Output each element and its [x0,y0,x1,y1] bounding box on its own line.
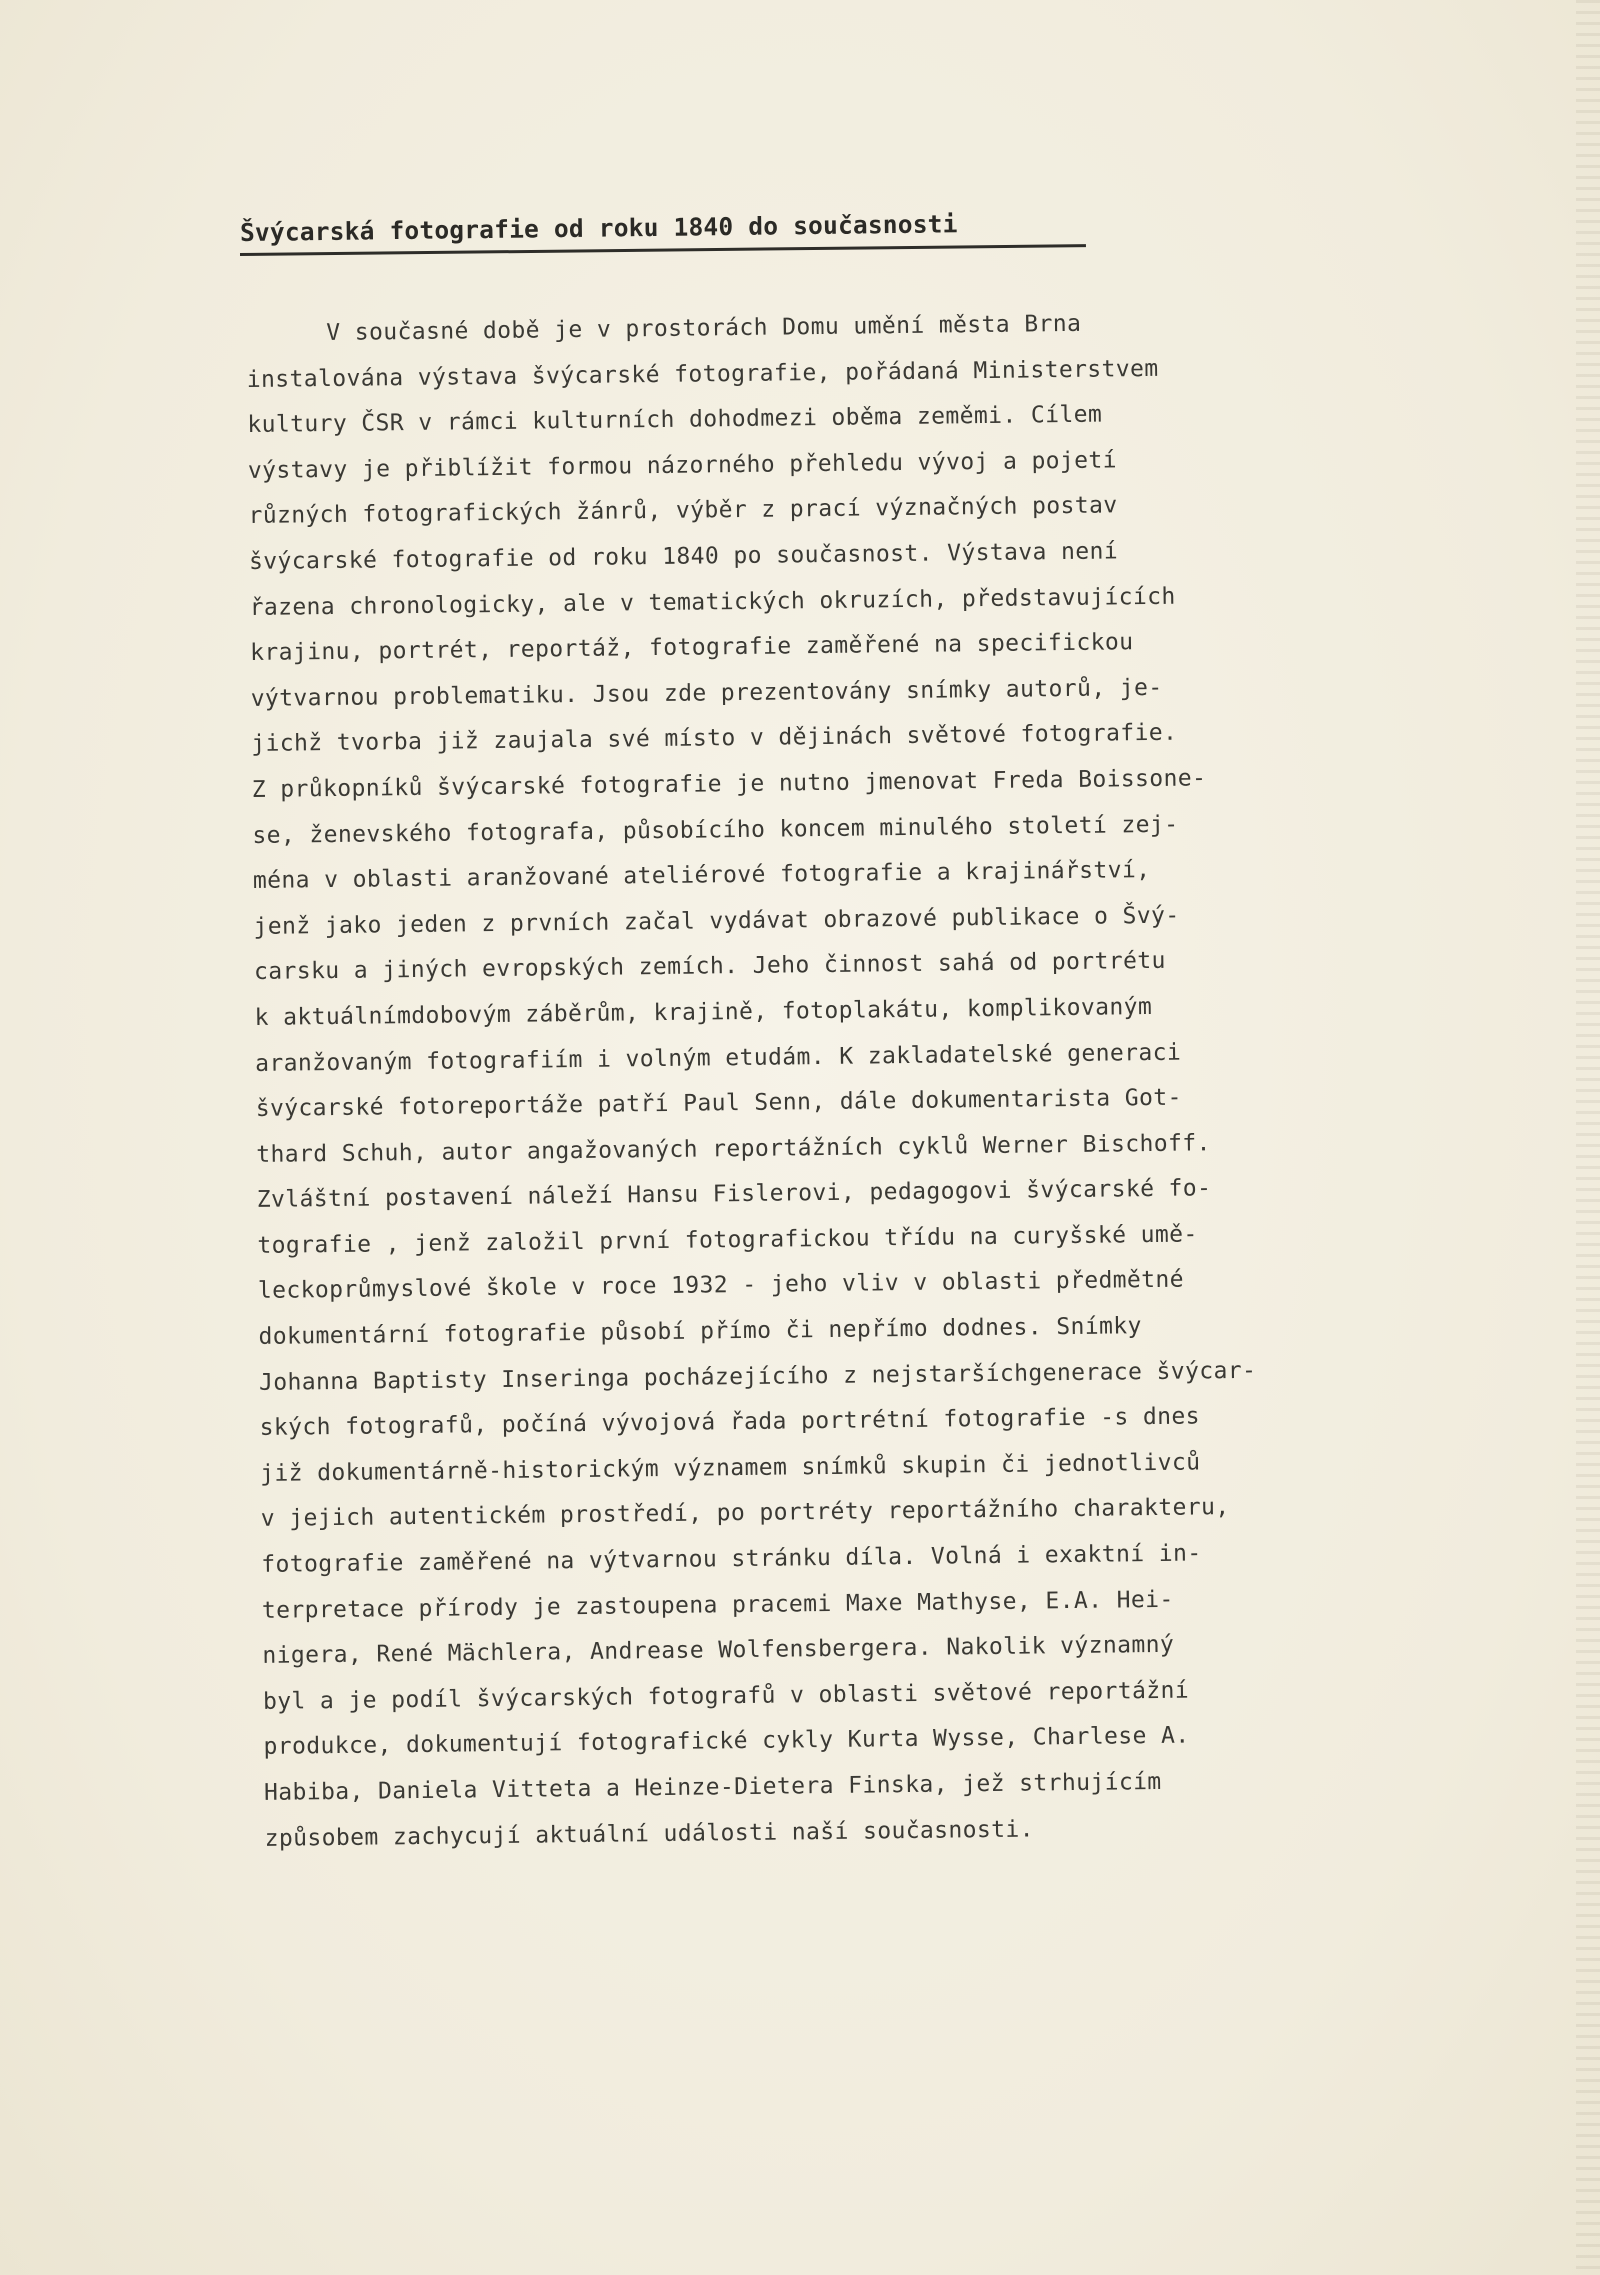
text-line: terpretace přírody je zastoupena pracemi Maxe Mathyse, E.A. Hei- [261,1586,1174,1624]
text-line: carsku a jiných evropských zemích. Jeho činnost sahá od portrétu [253,948,1166,986]
document-body [246,297,1465,1862]
text-line: Zvláštní postavení náleží Hansu Fislerovi, pedagogovi švýcarské fo- [256,1175,1212,1214]
text-line: výtvarnou problematiku. Jsou zde prezentovány snímky autorů, je- [250,674,1163,712]
text-line: nigera, René Mächlera, Andrease Wolfensbergera. Nakolik významný [262,1631,1175,1670]
text-line: švýcarské fotografie od roku 1840 po současnost. Výstava není [248,538,1119,575]
text-line: ména v oblasti aranžované ateliérové fotografie a krajinářství, [252,857,1151,895]
text-line: jenž jako jeden z prvních začal vydávat obrazové publikace o Švý- [253,902,1180,940]
text-line: dokumentární fotografie působí přímo či nepřímo dodnes. Snímky [258,1313,1142,1350]
text-line: V současné době je v prostorách Domu umění města Brna [326,310,1082,347]
text-line: řazena chronologicky, ale v tematických okruzích, představujících [249,583,1176,621]
text-line: švýcarské fotoreportáže patří Paul Senn, dále dokumentarista Got- [255,1084,1182,1123]
text-line: různých fotografických žánrů, výběr z prací význačných postav [248,492,1118,530]
text-line: se, ženevského fotografa, působícího koncem minulého století zej- [252,811,1179,849]
text-line: výstavy je přiblížit formou názorného přehledu vývoj a pojetí [247,447,1118,484]
title-underline [240,244,1086,256]
text-line: ských fotografů, počíná vývojová řada portrétní fotografie -s dnes [259,1403,1201,1442]
paper-edge-marks [1576,0,1600,2275]
text-line: jichž tvorba již zaujala své místo v dějinách světové fotografie. [251,719,1178,758]
text-line: aranžovaným fotografiím i volným etudám. K zakladatelské generaci [255,1039,1182,1077]
text-line: Habiba, Daniela Vitteta a Heinze-Dietera Finska, jež strhujícím [263,1768,1162,1806]
text-line: fotografie zaměřené na výtvarnou stránku díla. Volná i exaktní in- [261,1540,1202,1578]
text-line: instalována výstava švýcarské fotografie, pořádaná Ministerstvem [246,355,1159,393]
text-line: Z průkopníků švýcarské fotografie je nutno jmenovat Freda Boissone- [251,765,1207,803]
text-line: kultury ČSR v rámci kulturních dohodmezi oběma zeměmi. Cílem [247,401,1103,439]
text-line: způsobem zachycují aktuální události naší současnosti. [264,1816,1035,1852]
text-line: leckoprůmyslové škole v roce 1932 - jeho vliv v oblasti předmětné [257,1267,1185,1305]
text-line: Johanna Baptisty Inseringa pocházejícího z nejstaršíchgenerace švýcar- [258,1357,1257,1396]
text-line: byl a je podíl švýcarských fotografů v oblasti světové reportážní [262,1677,1190,1715]
text-line: již dokumentárně-historickým významem snímků skupin či jednotlivců [260,1449,1201,1487]
text-line: tografie , jenž založil první fotografickou třídu na curyšské umě- [257,1221,1198,1259]
text-line: v jejich autentickém prostředí, po portréty reportážního charakteru, [260,1494,1230,1533]
text-line: produkce, dokumentují fotografické cykly Kurta Wysse, Charlese A. [263,1722,1190,1761]
text-line: thard Schuh, autor angažovaných reportážních cyklů Werner Bischoff. [256,1129,1211,1168]
text-line: krajinu, portrét, reportáž, fotografie zaměřené na specifickou [250,629,1134,667]
text-line: k aktuálnímdobovým záběrům, krajině, fotoplakátu, komplikovaným [254,993,1153,1031]
document-title: Švýcarská fotografie od roku 1840 do současnosti [239,209,958,247]
